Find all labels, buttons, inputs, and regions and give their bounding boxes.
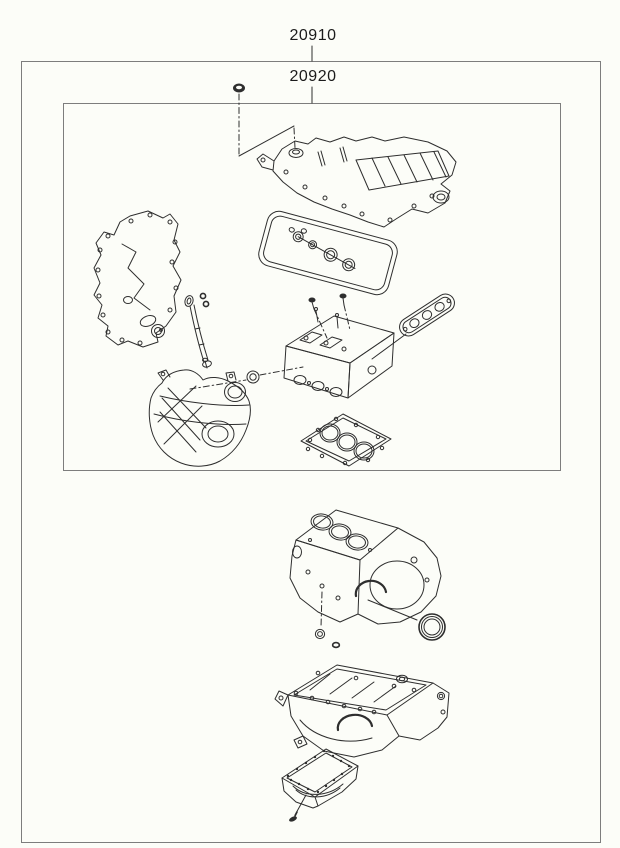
spark-plug-tube-grommet-icon — [233, 84, 295, 157]
timing-chain-cover-drawing — [94, 211, 181, 347]
dipstick-o-rings-icon — [200, 293, 208, 306]
upper-oil-pan-drawing — [275, 665, 449, 757]
exhaust-manifold-gasket-drawing — [372, 291, 458, 359]
cylinder-head-gasket-drawing — [301, 414, 391, 466]
callout-20910[interactable]: 20910 — [289, 27, 337, 44]
callout-20920[interactable]: 20920 — [289, 68, 337, 85]
block-plug-icon — [333, 643, 340, 648]
oil-drain-plug-icon — [288, 795, 306, 823]
intake-manifold-drawing — [149, 358, 250, 466]
cylinder-block-drawing — [290, 510, 441, 624]
block-o-ring-icon — [315, 592, 324, 639]
valve-cover-gasket-drawing — [256, 209, 400, 298]
rear-crankshaft-oil-seal-icon — [368, 600, 445, 640]
lower-oil-pan-drawing — [282, 749, 358, 808]
cylinder-head-drawing — [284, 308, 394, 399]
head-mount-bolts-icon — [309, 294, 351, 339]
